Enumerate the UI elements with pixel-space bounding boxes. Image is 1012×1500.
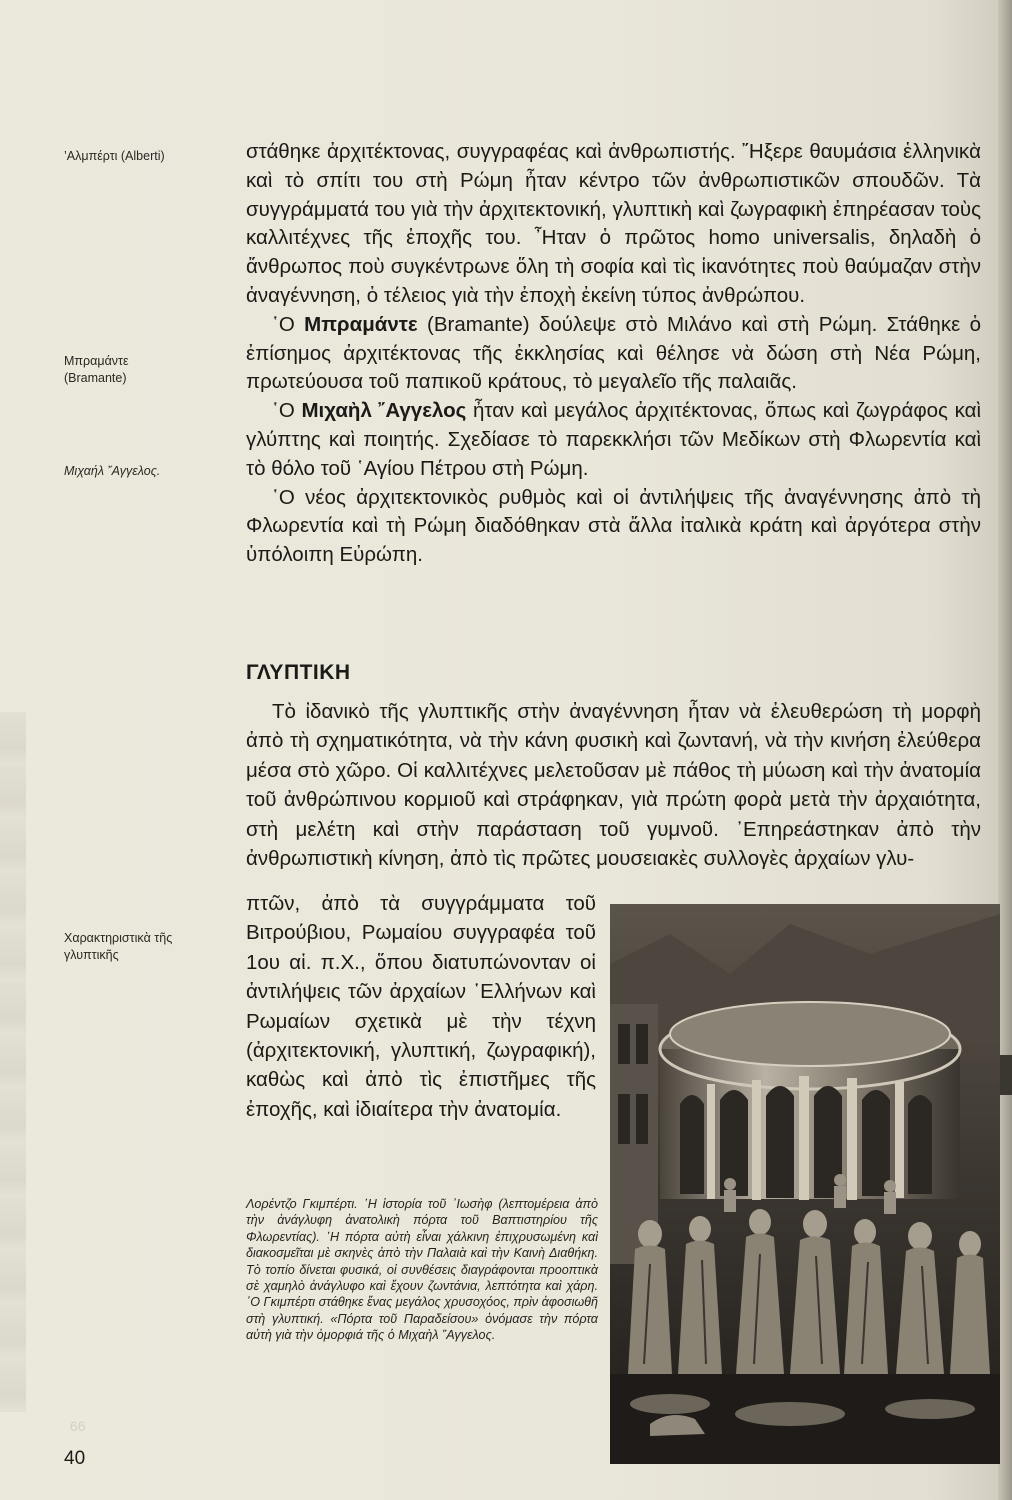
ghiberti-relief-image (610, 904, 1000, 1464)
spine-dark-mark (1000, 1055, 1012, 1095)
relief-illustration (610, 904, 1000, 1464)
sculpture-paragraph-wide: Τὸ ἰδανικὸ τῆς γλυπτικῆς στὴν ἀναγέννηση ἦταν νὰ ἐλευθερώση τὴ μορφὴ ἀπὸ τὴ σχηματικότητα, νὰ τὴν κάνη φυσικὴ καὶ ζωντανή, νὰ τὴν κινήση ἐλεύθερα μέσα στὸ χῶρο. Οἱ καλλιτέχνες μελετοῦσαν μὲ πάθος τὴ μύωση καὶ τὴν ἀνατομία τοῦ ἀνθρώπινου κορμιοῦ καὶ στράφηκαν, γιὰ πρώτη φορὰ μετὰ τὴν ἀρχαιότητα, στὴ μελέτη καὶ στὴν παράσταση τοῦ γυμνοῦ. ᾿Επηρεάστηκαν ἀπὸ τὴν ἀνθρωπιστικὴ κίνηση, ἀπὸ τὶς πρῶτες μουσειακὲς συλλογὲς ἀρχαίων γλυ- (246, 700, 981, 871)
sculpture-paragraph-narrow: πτῶν, ἀπὸ τὰ συγγράμματα τοῦ Βιτρούβιου, Ρωμαίου συγγραφέα τοῦ 1ου αἱ. π.Χ., ὅπου διατυπώνονταν οἱ ἀντιλήψεις τῶν ἀρχαίων ῾Ελλήνων καὶ Ρωμαίων σχετικὰ μὲ τὴν τέχνη (ἀρχιτεκτονική, γλυπτική, ζωγραφική), καθὼς καὶ ἀπὸ τὶς ἐπιστῆμες τῆς ἐποχῆς, καὶ ἰδιαίτερα τὴν ἀνατομία. (246, 892, 596, 1121)
style-paragraph: ῾Ο νέος ἀρχιτεκτονικὸς ρυθμὸς καὶ οἱ ἀντιλήψεις τῆς ἀναγέννησης ἀπὸ τὴ Φλωρεντία καὶ τὴ Ρώμη διαδόθηκαν στὰ ἄλλα ἰταλικὰ κράτη καὶ ἀργότερα στὴν ὑπόλοιπη Εὐρώπη. (246, 485, 981, 567)
margin-note-michelangelo: Μιχαήλ ῎Αγγελος. (64, 464, 161, 478)
margin-note-bramante-line-1: Μπραμάντε (64, 354, 129, 368)
figure-caption-text: Λορέντζο Γκιμπέρτι. ῾Η ἱστορία τοῦ ᾿Ιωσὴφ (λεπτομέρεια ἀπὸ τὴν ἀνάγλυφη ἀνατολικὴ πόρτα τοῦ Βαπτιστηρίου τῆς Φλωρεντίας). ῾Η πόρτα αὐτὴ εἶναι χάλκινη ἐπιχρυσωμένη καὶ διακοσμεῖται μὲ σκηνὲς ἀπὸ τὴν Παλαιὰ καὶ τὴν Καινὴ Διαθήκη. Τὸ τοπίο δίνεται φυσικά, οἱ συνθέσεις διαγράφονται προοπτικὰ σὲ χαμηλὸ ἀνάγλυφο καὶ ἔχουν ζωντάνια, λεπτότητα καὶ χάρη. ᾿Ο Γκιμπέρτι στάθηκε ἕνας μεγάλος χρυσοχόος, πρὶν ἀφοσιωθῆ στὴ γλυπτική. «Πόρτα τοῦ Παραδείσου» ὀνόμασε τὴν πόρτα αὐτὴ γιὰ τὴν ὀμορφιά τῆς ὁ Μιχαὴλ ῎Αγγελος. (246, 1197, 598, 1343)
bramante-text: (Bramante) δούλεψε στὸ Μιλάνο καὶ στὴ Ρώμη. Στάθηκε ὁ ἐπίσημος ἀρχιτέκτονας τῆς ἐκκλησίας καὶ θέλησε νὰ δώση στὴ Νέα Ρώμη, πρωτεύουσα τοῦ παπικοῦ κράτους, τὸ μεγαλεῖο τῆς παλαιᾶς. (246, 312, 981, 394)
michelangelo-text: ἦταν καὶ μεγάλος ἀρχιτέκτονας, ὅπως καὶ ζωγράφος καὶ γλύπτης καὶ ποιητής. Σχεδίασε τὸ παρεκκλήσι τῶν Μεδίκων στὴ Φλωρεντία καὶ τὸ θόλο τοῦ ῾Αγίου Πέτρου στὴ Ρώμη. (246, 399, 981, 480)
margin-note-bramante-line-2: (Bramante) (64, 371, 127, 385)
rotunda-building (660, 1002, 960, 1200)
section-heading-sculpture: ΓΛΥΠΤΙΚΗ (246, 661, 351, 684)
show-through-arch-image (0, 712, 26, 1412)
sculpture-text-narrow (246, 889, 596, 1124)
michelangelo-paragraph (246, 397, 981, 483)
bramante-paragraph (246, 311, 981, 397)
book-spine-shadow (998, 0, 1012, 1500)
margin-note-alberti: ’Αλμπέρτι (Alberti) (64, 149, 165, 163)
margin-note-bramante (64, 353, 129, 387)
alberti-paragraph: στάθηκε ἀρχιτέκτονας, συγγραφέας καὶ ἀνθρωπιστής. ῎Ηξερε θαυμάσια ἑλληνικὰ καὶ τὸ σπίτι του στὴ Ρώμη ἦταν κέντρο τῶν ἀνθρωπιστικῶν σπουδῶν. Τὰ συγγράμματά του γιὰ τὴν ἀρχιτεκτονική, γλυπτικὴ καὶ ζωγραφικὴ ἐπηρέασαν τοὺς καλλιτέχνες τῆς ἐποχῆς του. ῏Ηταν ὁ πρῶτος homo universalis, δηλαδὴ ὁ ἄνθρωπος ποὺ συγκέντρωνε ὅλη τὴ σοφία καὶ τὶς ἱκανότητες ποὺ θαύμαζαν στὴν ἀναγέννηση, ὁ τέλειος γιὰ τὴν ἐποχὴ ἐκείνη τύπος ἀνθρώπου. (246, 140, 981, 307)
intro-text-block (246, 138, 981, 570)
margin-note-sculpture-line-1: Χαρακτηριστικὰ τῆς (64, 931, 173, 945)
bramante-prefix: ῾Ο (272, 312, 295, 336)
bramante-name: Μπραμάντε (304, 312, 418, 336)
michelangelo-name: Μιχαὴλ ῎Αγγελος (301, 399, 467, 423)
sculpture-text-wide (246, 697, 981, 873)
margin-note-sculpture (64, 930, 172, 964)
show-through-page-number: 66 (70, 1418, 86, 1434)
michelangelo-prefix: ῾Ο (272, 399, 295, 423)
margin-note-sculpture-line-2: γλυπτικῆς (64, 948, 119, 962)
page-number: 40 (64, 1448, 86, 1469)
figure-caption (246, 1196, 598, 1344)
